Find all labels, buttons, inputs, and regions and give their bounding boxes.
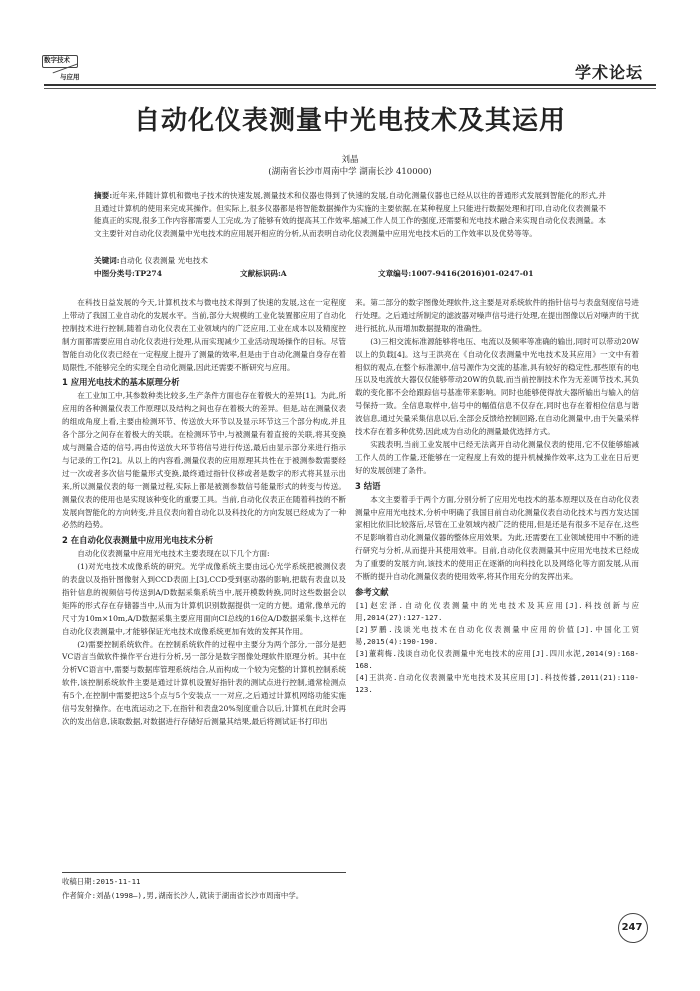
reference-item: [2]罗鹏.浅谈光电技术在自动化仪表测量中应用的价值[J].中国化工贸易,2015(4):190-190. xyxy=(355,624,639,646)
paragraph: 实践表明,当前工业发展中已经无法离开自动化测量仪表的使用,它不仅能够缩减工作人员的工作量,还能够在一定程度上有效的提升机械操作效率,这为工业在日后更好的发展创建了条件。 xyxy=(355,439,639,475)
intro-paragraph: 在科技日益发展的今天,计算机技术与微电技术得到了快速的发展,这在一定程度上带动了我国工业自动化的发展水平。当前,部分大规模的工业化装置都应用了自动化控制技术进行控制,随着自动化仪表在工业领域内的广泛应用,工业在成本以及精度控制方面都需要应用自动化仪表进行处理,从而实现减少工业活动现场操作的目标。尽管智能自动化仪表已经在一定程度上提升了测量的效率,但是由于自动化测量自身存在着局限性,不能够完全的实现全自动化测量,因此还需要不断研究与应用。 xyxy=(62,298,346,372)
clc-number: 中图分类号:TP274 xyxy=(94,269,162,278)
reference-item: [3]董莉梅.浅谈自动化仪表测量中光电技术的应用[J].四川水泥,2014(9):168-168. xyxy=(355,648,639,670)
paragraph: 在工业加工中,其参数种类比较多,生产条件方面也存在着极大的差异[1]。为此,所应用的各种测量仪表工作原理以及结构之间也存在着极大的差异。但是,站在测量仪表的组成角度上看,主要由检测环节、传送放大环节以及显示环节这三个部分构成,并且各个部分之间存在着极大的关联。在检测环节中,与被测量有着直接的关联,将其变换成与测量合适的信号,再由传送放大环节将信号进行传送,最后由显示部分来进行指示与记录的工作[2]。从以上的内容看,测量仪表的应用原理其共性在于被测参数需要经过一次或者多次信号能量形式变换,最终通过指针仪移或者是数字的形式将其显示出来,所以测量仪表的每一测量过程,实际上都是被测参数信号能量形式的转变与传送。测量仪表的使用也是实现该种变化的重要工具。当前,自动化仪表正在随着科技的不断发展向智能化的方向转变,并且仪表向着自动化以及科技化的方向发展已经成为了一种必然的趋势。 xyxy=(62,391,346,530)
affiliation: (湖南省长沙市周南中学 湖南长沙 410000) xyxy=(268,167,432,177)
left-column xyxy=(62,297,346,729)
paragraph: (2)需要控制系统软件。在控制系统软件的过程中主要分为两个部分,一部分是把VC语言当做软件操作平台进行分析,另一部分是数字图像处理软件原理分析。其中在分析VC语言中,需要与数据库管理系统结合,从而构成一个较为完整的计算机控制系统软件,该控制系统软件主要是通过计算机设置好指针表的测试点进行控制,通常检测点有5个,在控制中需要把这5个点与5个安装点一一对应,之后通过计算机网络功能实施信号发射操作。在电流运动之下,在指针和表盘20%刻度重合以后,计算机在此时会再次的发出信息,读取数据,对数据进行存储好后测量其结果,最后将测试证书打印出 xyxy=(62,639,346,726)
document-code: 文献标识码:A xyxy=(240,269,287,278)
paragraph: (1)对光电技术成像系统的研究。光学成像系统主要由远心光学系统把被测仪表的表盘以及指针图像射入到CCD表面上[3],CCD受到驱动器的影响,把载有表盘以及指针信息的视频信号传送到A/D数据采集系统当中,展开模数转换,同时这些数据会以矩阵的形式存在存储器当中,从而为计算机识别数据提供一定的方便。通常,像单元的尺寸为10m×10m,A/D数据采集主要应用面向CI总线的16位A/D数据采集卡,这样在自动化仪表测量中,才能够保证光电技术成像系统更加有效的发挥其作用。 xyxy=(62,562,346,636)
page-number: 247 xyxy=(621,922,643,933)
keywords-label: 关键词: xyxy=(94,256,120,265)
references-heading: 参考文献 xyxy=(355,586,389,597)
journal-logo xyxy=(44,55,94,83)
paragraph: 来。第二部分的数字图像处理软件,这主要是对系统软件的指针信号与表盘刻度信号进行处理。之后通过所制定的滤波器对噪声信号进行处理,在提出图像以后对噪声的干扰进行抵抗,从而增加数据提取的准确性。 xyxy=(355,298,639,333)
paragraph: 自动化仪表测量中应用光电技术主要表现在以下几个方面: xyxy=(77,549,270,559)
heading-1: 1 应用光电技术的基本原理分析 xyxy=(62,377,180,388)
author: 刘晶 xyxy=(341,155,359,165)
right-column xyxy=(355,297,639,696)
reference-item: [4]王洪亮.自动化仪表测量中光电技术及其应用[J].科技传播,2011(21):110-123. xyxy=(355,672,639,694)
reference-item: [1]赵宏泽.自动化仪表测量中的光电技术及其应用[J].科技创新与应用,2014(27):127-127. xyxy=(355,600,639,622)
abstract-text: 近年来,伴随计算机和微电子技术的快速发展,测量技术和仪器也得到了快速的发展,自动化测量仪器也已经从以往的普通形式发展到智能化的形式,并且通过计算机的使用来完成其操作。但实际上,很多仪器都是将智能数据操作为实施的主要依据,在某种程度上只能进行数据处理和打印,自动化仪表测量不能真正的实现,很多工作内容都需要人工完成,为了能够有效的提高其工作效率,缩减工作人员工作的强度,还需要和光电技术融合来实现自动化仪表测量。本文主要针对自动化仪表测量中光电技术的应用展开相应的分析,从而表明自动化仪表测量中应用光电技术后的工作效率以及优势等等。 xyxy=(94,191,606,238)
paragraph: 本文主要着手于两个方面,分别分析了应用光电技术的基本原理以及在自动化仪表测量中应用光电技术,分析中明确了我国目前自动化测量仪表自动化技术与西方发达国家相比依旧比较落后,尽管在工业领域内被广泛的使用,但是还是有很多不足存在,这些不足影响着自动化测量仪器的整体应用效果。为此,还需要在工业领域使用中不断的进行研究与分析,从而提升其使用效率。目前,自动化仪表测量其中应用光电技术已经成为了重要的发展方向,该技术的使用正在逐渐的向科技化以及网络化等方面发展,从而不断的提升自动化测量仪表的使用效率,将其作用充分的发挥出来。 xyxy=(355,494,639,582)
journal-name-line2: 与应用 xyxy=(60,73,80,81)
header-rule-thin xyxy=(44,88,656,89)
paragraph: (3)三相交流标准源能够将电压、电流以及频率等准确的输出,同时可以带动20W以上的负载[4]。这与王洪亮在《自动化仪表测量中光电技术及其应用》一文中有着相似的观点,在整个标准源中,信号源作为交流的基准,具有较好的稳定性,那些原有的电压以及电流放大器仅仅能够带动20W的负载,而当前控制技术作为无差调节技术,其负载的变化都不会给跟踪信号基准带来影响。同时也能够使得放大器所输出与输入的信号保持一致。全信息取样中,信号中的幅值信息不仅存在,同时也存在着相位信息与谐波信息,通过矢量采集信息以后,全部会反馈给控制回路,在自动化测量中,由于矢量采样技术存在着多种优势,因此成为自动化的测量最优选择方式。 xyxy=(355,336,639,437)
heading-3: 3 结语 xyxy=(355,480,381,491)
received-date: 收稿日期:2015-11-11 xyxy=(62,877,141,886)
keywords xyxy=(94,255,208,266)
references-list xyxy=(355,600,639,696)
section-label: 学术论坛 xyxy=(574,63,643,82)
article-number: 文章编号:1007-9416(2016)01-0247-01 xyxy=(378,269,534,278)
header-rule xyxy=(44,84,656,86)
footnote-rule xyxy=(62,872,346,873)
keywords-text: 自动化 仪表测量 光电技术 xyxy=(119,256,208,265)
paper-title: 自动化仪表测量中光电技术及其运用 xyxy=(133,106,566,136)
heading-2: 2 在自动化仪表测量中应用光电技术分析 xyxy=(62,535,214,546)
author-bio: 作者简介:刘晶(1998—),男,湖南长沙人,就读于湖南省长沙市周南中学。 xyxy=(62,891,304,900)
journal-name-line1: 数字技术 xyxy=(44,56,70,64)
abstract xyxy=(94,190,606,240)
abstract-label: 摘要: xyxy=(94,191,113,200)
